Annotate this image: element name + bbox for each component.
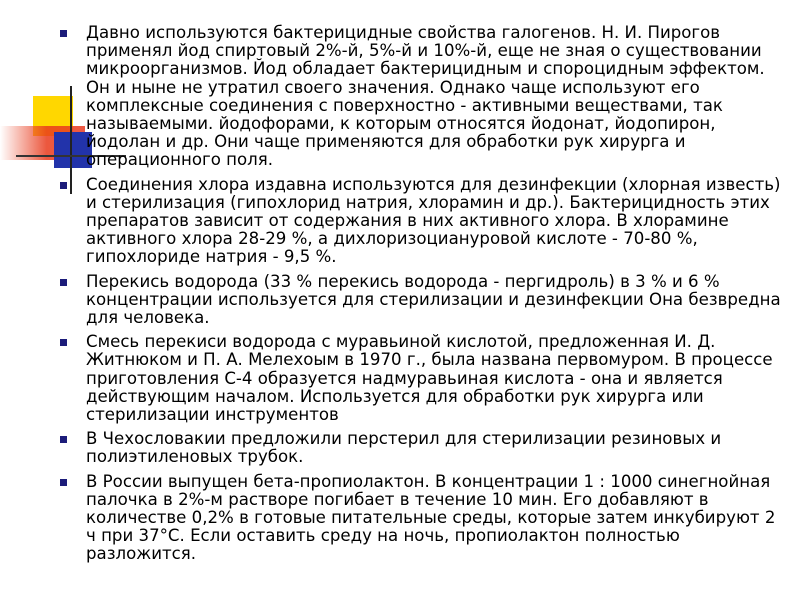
bullet-square-icon xyxy=(60,182,67,189)
bullet-item-hydrogen-peroxide xyxy=(60,273,785,328)
bullet-square-icon xyxy=(60,339,67,346)
bullet-text: Давно используются бактерицидные свойства галогенов. Н. И. Пирогов применял йод спиртовый 2%-й, 5%-й и 10%-й, еще не зная о существовании микроорганизмов. Йод обладает бактерицидным и спороцидным эффектом. Он и ныне не утратил своего значения. Однако чаще используют его комплексные соединения с поверхностно - активными веществами, так называемыми. йодофорами, к которым относятся йодонат, йодопирон, йодолан и др. Они чаще применяются для обработки рук хирурга и операционного поля. xyxy=(86,23,765,170)
slide-content xyxy=(60,24,785,570)
bullet-text: Соединения хлора издавна используются для дезинфекции (хлорная известь) и стерилизация (гипохлорид натрия, хлорамин и др.). Бактерицидность этих препаратов зависит от содержания в них активного хлора. В хлорамине активного хлора 28-29 %, а дихлоризоциануровой кислоте - 70-80 %, гипохлориде натрия - 9,5 %. xyxy=(86,174,781,267)
bullet-text: В Чехословакии предложили перстерил для стерилизации резиновых и полиэтиленовых трубок. xyxy=(86,429,722,467)
bullet-item-propiolactone xyxy=(60,473,785,564)
bullet-square-icon xyxy=(60,279,67,286)
bullet-square-icon xyxy=(60,436,67,443)
bullet-item-halogens xyxy=(60,24,785,170)
bullet-text: Перекись водорода (33 % перекись водорода - пергидроль) в 3 % и 6 % концентрации используется для стерилизации и дезинфекции Она безвредна для человека. xyxy=(86,271,781,328)
bullet-item-pervomur xyxy=(60,333,785,424)
bullet-text: В России выпущен бета-пропиолактон. В концентрации 1 : 1000 синегнойная палочка в 2%-м растворе погибает в течение 10 мин. Его добавляют в количестве 0,2% в готовые питательные среды, которые затем инкубируют 2 ч при 37°С. Если оставить среду на ночь, пропиолактон полностью разложится. xyxy=(86,471,776,564)
bullet-square-icon xyxy=(60,479,67,486)
bullet-list xyxy=(60,24,785,564)
bullet-item-persteril xyxy=(60,430,785,466)
bullet-square-icon xyxy=(60,30,67,37)
bullet-text: Смесь перекиси водорода с муравьиной кислотой, предложенная И. Д. Житнюком и П. А. Мелехоым в 1970 г., была названа первомуром. В процессе приготовления С-4 образуется надмуравьиная кислота - она и является действующим началом. Используется для обработки рук хирурга или стерилизации инструментов xyxy=(86,332,773,425)
bullet-item-chlorine xyxy=(60,176,785,267)
